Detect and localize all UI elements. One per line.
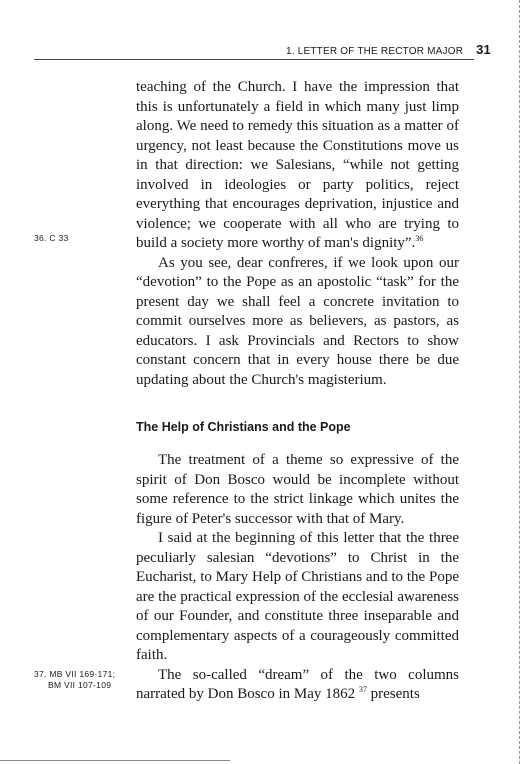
body-text-block-2 <box>136 451 459 705</box>
paragraph-text: teaching of the Church. I have the impression that this is unfortunately a field in which many just limp along. We need to remedy this situation as a matter of urgency, not least because the Constitutions move us in that direction: we Salesians, “while not getting involved in ideologies or party politics, reject everything that encourages deprivation, injustice and violence; we cooperate with all who are trying to build a society more worthy of man's dignity”. <box>136 79 459 251</box>
footnote-ref: 36 <box>415 234 424 243</box>
paragraph <box>136 78 459 254</box>
running-header <box>286 42 491 57</box>
body-text-block-1 <box>136 78 459 390</box>
footnote-ref: 37 <box>358 685 367 694</box>
paragraph: The treatment of a theme so expressive of the spirit of Don Bosco would be incomplete without some reference to the strict linkage which unites the figure of Peter's successor with that of Mary. <box>136 452 459 527</box>
paragraph-text: presents <box>370 686 420 702</box>
page-number: 31 <box>476 42 491 57</box>
bottom-rule <box>0 760 230 761</box>
running-title: 1. LETTER OF THE RECTOR MAJOR <box>286 46 464 57</box>
margin-note-37 <box>34 669 115 691</box>
margin-note-36: 36. C 33 <box>34 233 69 243</box>
section-heading: The Help of Christians and the Pope <box>136 420 351 434</box>
paragraph <box>136 666 459 705</box>
paragraph-text: The so-called “dream” of the two columns narrated by Don Bosco in May 1862 <box>136 666 459 702</box>
page-edge <box>519 0 520 764</box>
margin-note-line: 37. MB VII 169-171; <box>34 669 116 679</box>
paragraph: I said at the beginning of this letter that the three peculiarly salesian “devotions” to Christ in the Eucharist, to Mary Help of Christians and to the Pope are the practical expression of the ecclesial awareness of our Founder, and constitute three inseparable and complementary aspects of a courageously committed faith. <box>136 530 459 663</box>
header-rule <box>34 59 474 60</box>
margin-note-line: BM VII 107-109 <box>48 680 112 690</box>
paragraph: As you see, dear confreres, if we look upon our “devotion” to the Pope as an apostolic “task” for the present day we shall feel a concrete invitation to commit ourselves more as believers, as pastors, as educators. I ask Provincials and Rectors to show constant concern that in every house there be due updating about the Church's magisterium. <box>136 254 459 388</box>
